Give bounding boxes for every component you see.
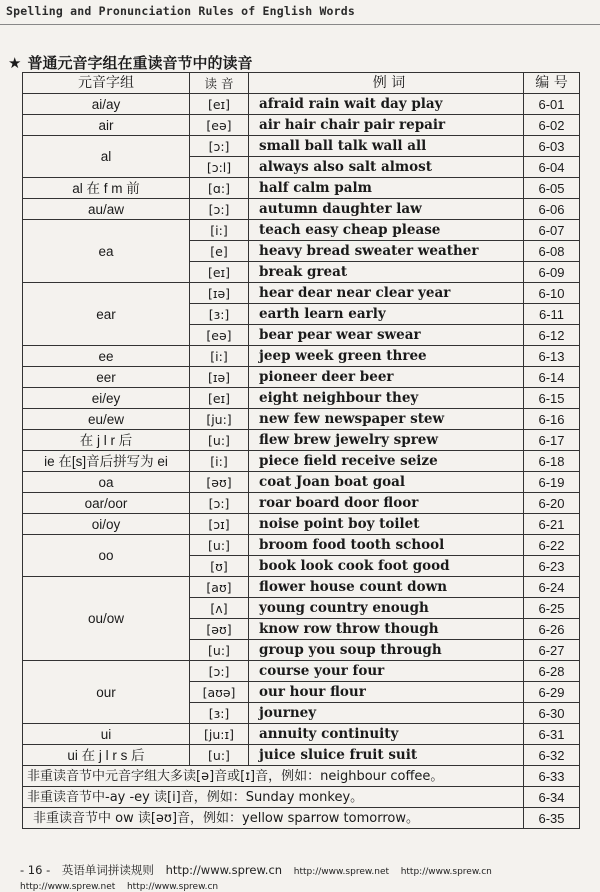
ipa-cell: [aʊ] bbox=[190, 577, 249, 598]
words-cell: air hair chair pair repair bbox=[249, 115, 524, 136]
code-cell: 6-22 bbox=[524, 535, 580, 556]
words-cell: hear dear near clear year bbox=[249, 283, 524, 304]
ipa-cell: [u:] bbox=[190, 430, 249, 451]
ipa-cell: [aʊə] bbox=[190, 682, 249, 703]
table-row bbox=[23, 283, 580, 304]
group-cell: al 在 f m 前 bbox=[23, 178, 190, 199]
code-cell: 6-13 bbox=[524, 346, 580, 367]
code-cell: 6-18 bbox=[524, 451, 580, 472]
code-cell: 6-11 bbox=[524, 304, 580, 325]
code-cell: 6-07 bbox=[524, 220, 580, 241]
words-cell: pioneer deer beer bbox=[249, 367, 524, 388]
col-header-code: 编 号 bbox=[524, 73, 580, 94]
table-row bbox=[23, 451, 580, 472]
code-cell: 6-06 bbox=[524, 199, 580, 220]
ipa-cell: [i:] bbox=[190, 220, 249, 241]
table-row bbox=[23, 346, 580, 367]
table-row bbox=[23, 220, 580, 241]
footer-link[interactable]: http://www.sprew.net bbox=[20, 882, 116, 892]
ipa-cell: [e] bbox=[190, 241, 249, 262]
code-cell: 6-04 bbox=[524, 157, 580, 178]
group-cell: oa bbox=[23, 472, 190, 493]
words-cell: heavy bread sweater weather bbox=[249, 241, 524, 262]
words-cell: journey bbox=[249, 703, 524, 724]
group-cell: oo bbox=[23, 535, 190, 577]
ipa-cell: [eɪ] bbox=[190, 262, 249, 283]
words-cell: book look cook foot good bbox=[249, 556, 524, 577]
table-row bbox=[23, 199, 580, 220]
ipa-cell: [ʊ] bbox=[190, 556, 249, 577]
words-cell: eight neighbour they bbox=[249, 388, 524, 409]
ipa-cell: [ju:] bbox=[190, 409, 249, 430]
words-cell: roar board door floor bbox=[249, 493, 524, 514]
group-cell: ui 在 j l r s 后 bbox=[23, 745, 190, 766]
note-row bbox=[23, 808, 580, 829]
group-cell: ee bbox=[23, 346, 190, 367]
ipa-cell: [ʌ] bbox=[190, 598, 249, 619]
note-text: 非重读音节中 ow 读[əʊ]音，例如：yellow sparrow tomorrow。 bbox=[23, 808, 524, 829]
group-cell: au/aw bbox=[23, 199, 190, 220]
table-row bbox=[23, 535, 580, 556]
table-row bbox=[23, 178, 580, 199]
words-cell: young country enough bbox=[249, 598, 524, 619]
table-row bbox=[23, 136, 580, 157]
code-cell: 6-20 bbox=[524, 493, 580, 514]
group-cell: ui bbox=[23, 724, 190, 745]
note-text: 非重读音节中-ay -ey 读[i]音，例如：Sunday monkey。 bbox=[23, 787, 524, 808]
code-cell: 6-01 bbox=[524, 94, 580, 115]
code-cell: 6-30 bbox=[524, 703, 580, 724]
group-cell: our bbox=[23, 661, 190, 724]
code-cell: 6-34 bbox=[524, 787, 580, 808]
ipa-cell: [ɔ:] bbox=[190, 199, 249, 220]
group-cell: ei/ey bbox=[23, 388, 190, 409]
words-cell: course your four bbox=[249, 661, 524, 682]
col-header-ipa: 读 音 bbox=[190, 73, 249, 94]
code-cell: 6-02 bbox=[524, 115, 580, 136]
code-cell: 6-24 bbox=[524, 577, 580, 598]
words-cell: jeep week green three bbox=[249, 346, 524, 367]
words-cell: annuity continuity bbox=[249, 724, 524, 745]
page-number: - 16 - bbox=[20, 863, 51, 877]
ipa-cell: [eɪ] bbox=[190, 388, 249, 409]
group-cell: oi/oy bbox=[23, 514, 190, 535]
code-cell: 6-28 bbox=[524, 661, 580, 682]
words-cell: our hour flour bbox=[249, 682, 524, 703]
footer-link[interactable]: http://www.sprew.cn bbox=[165, 863, 283, 877]
code-cell: 6-26 bbox=[524, 619, 580, 640]
words-cell: know row throw though bbox=[249, 619, 524, 640]
note-text: 非重读音节中元音字组大多读[ə]音或[ɪ]音，例如：neighbour coffee。 bbox=[23, 766, 524, 787]
code-cell: 6-10 bbox=[524, 283, 580, 304]
ipa-cell: [eə] bbox=[190, 115, 249, 136]
section-title bbox=[8, 52, 252, 73]
code-cell: 6-12 bbox=[524, 325, 580, 346]
footer-link[interactable]: http://www.sprew.net bbox=[293, 867, 390, 877]
code-cell: 6-21 bbox=[524, 514, 580, 535]
table-row bbox=[23, 724, 580, 745]
page-footer bbox=[20, 862, 600, 892]
table-row bbox=[23, 94, 580, 115]
page-header: Spelling and Pronunciation Rules of English Words bbox=[6, 4, 356, 18]
words-cell: flew brew jewelry sprew bbox=[249, 430, 524, 451]
group-cell: ou/ow bbox=[23, 577, 190, 661]
code-cell: 6-31 bbox=[524, 724, 580, 745]
words-cell: coat Joan boat goal bbox=[249, 472, 524, 493]
ipa-cell: [i:] bbox=[190, 346, 249, 367]
ipa-cell: [ɔ:] bbox=[190, 493, 249, 514]
code-cell: 6-29 bbox=[524, 682, 580, 703]
code-cell: 6-35 bbox=[524, 808, 580, 829]
ipa-cell: [ɔ:] bbox=[190, 661, 249, 682]
header-rule bbox=[0, 24, 600, 25]
ipa-cell: [ɔɪ] bbox=[190, 514, 249, 535]
words-cell: juice sluice fruit suit bbox=[249, 745, 524, 766]
code-cell: 6-14 bbox=[524, 367, 580, 388]
ipa-cell: [u:] bbox=[190, 640, 249, 661]
footer-link[interactable]: http://www.sprew.cn bbox=[126, 882, 219, 892]
table-row bbox=[23, 430, 580, 451]
ipa-cell: [əʊ] bbox=[190, 472, 249, 493]
words-cell: piece field receive seize bbox=[249, 451, 524, 472]
ipa-cell: [u:] bbox=[190, 745, 249, 766]
code-cell: 6-27 bbox=[524, 640, 580, 661]
table-row bbox=[23, 661, 580, 682]
col-header-group: 元音字组 bbox=[23, 73, 190, 94]
group-cell: ear bbox=[23, 283, 190, 346]
ipa-cell: [ɜ:] bbox=[190, 703, 249, 724]
words-cell: afraid rain wait day play bbox=[249, 94, 524, 115]
code-cell: 6-03 bbox=[524, 136, 580, 157]
words-cell: break great bbox=[249, 262, 524, 283]
note-row bbox=[23, 766, 580, 787]
code-cell: 6-15 bbox=[524, 388, 580, 409]
words-cell: noise point boy toilet bbox=[249, 514, 524, 535]
ipa-cell: [u:] bbox=[190, 535, 249, 556]
table-row bbox=[23, 514, 580, 535]
ipa-cell: [ɑ:] bbox=[190, 178, 249, 199]
group-cell: oar/oor bbox=[23, 493, 190, 514]
code-cell: 6-25 bbox=[524, 598, 580, 619]
table-header-row bbox=[23, 73, 580, 94]
ipa-cell: [i:] bbox=[190, 451, 249, 472]
words-cell: half calm palm bbox=[249, 178, 524, 199]
code-cell: 6-19 bbox=[524, 472, 580, 493]
words-cell: broom food tooth school bbox=[249, 535, 524, 556]
vowel-table bbox=[22, 72, 580, 829]
code-cell: 6-16 bbox=[524, 409, 580, 430]
table-row bbox=[23, 472, 580, 493]
code-cell: 6-23 bbox=[524, 556, 580, 577]
table-row bbox=[23, 409, 580, 430]
note-row bbox=[23, 787, 580, 808]
words-cell: teach easy cheap please bbox=[249, 220, 524, 241]
table-row bbox=[23, 367, 580, 388]
table-row bbox=[23, 745, 580, 766]
code-cell: 6-08 bbox=[524, 241, 580, 262]
group-cell: ai/ay bbox=[23, 94, 190, 115]
words-cell: always also salt almost bbox=[249, 157, 524, 178]
group-cell: ie 在[s]音后拼写为 ei bbox=[23, 451, 190, 472]
book-title: 英语单词拼读规则 bbox=[61, 863, 154, 877]
group-cell: ea bbox=[23, 220, 190, 283]
ipa-cell: [ɪə] bbox=[190, 283, 249, 304]
words-cell: group you soup through bbox=[249, 640, 524, 661]
code-cell: 6-05 bbox=[524, 178, 580, 199]
words-cell: small ball talk wall all bbox=[249, 136, 524, 157]
ipa-cell: [eə] bbox=[190, 325, 249, 346]
words-cell: autumn daughter law bbox=[249, 199, 524, 220]
ipa-cell: [ɪə] bbox=[190, 367, 249, 388]
table-row bbox=[23, 493, 580, 514]
code-cell: 6-32 bbox=[524, 745, 580, 766]
ipa-cell: [ɔ:l] bbox=[190, 157, 249, 178]
code-cell: 6-17 bbox=[524, 430, 580, 451]
table-row bbox=[23, 115, 580, 136]
col-header-words: 例 词 bbox=[249, 73, 524, 94]
ipa-cell: [ɜ:] bbox=[190, 304, 249, 325]
code-cell: 6-09 bbox=[524, 262, 580, 283]
ipa-cell: [ɔ:] bbox=[190, 136, 249, 157]
words-cell: new few newspaper stew bbox=[249, 409, 524, 430]
group-cell: 在 j l r 后 bbox=[23, 430, 190, 451]
group-cell: al bbox=[23, 136, 190, 178]
section-title-text: 普通元音字组在重读音节中的读音 bbox=[27, 54, 253, 72]
group-cell: eu/ew bbox=[23, 409, 190, 430]
group-cell: eer bbox=[23, 367, 190, 388]
table-row bbox=[23, 388, 580, 409]
ipa-cell: [ju:ɪ] bbox=[190, 724, 249, 745]
ipa-cell: [eɪ] bbox=[190, 94, 249, 115]
star-icon: ★ bbox=[8, 54, 22, 72]
table-row bbox=[23, 577, 580, 598]
words-cell: flower house count down bbox=[249, 577, 524, 598]
words-cell: earth learn early bbox=[249, 304, 524, 325]
ipa-cell: [əʊ] bbox=[190, 619, 249, 640]
words-cell: bear pear wear swear bbox=[249, 325, 524, 346]
code-cell: 6-33 bbox=[524, 766, 580, 787]
footer-link[interactable]: http://www.sprew.cn bbox=[400, 867, 492, 877]
group-cell: air bbox=[23, 115, 190, 136]
